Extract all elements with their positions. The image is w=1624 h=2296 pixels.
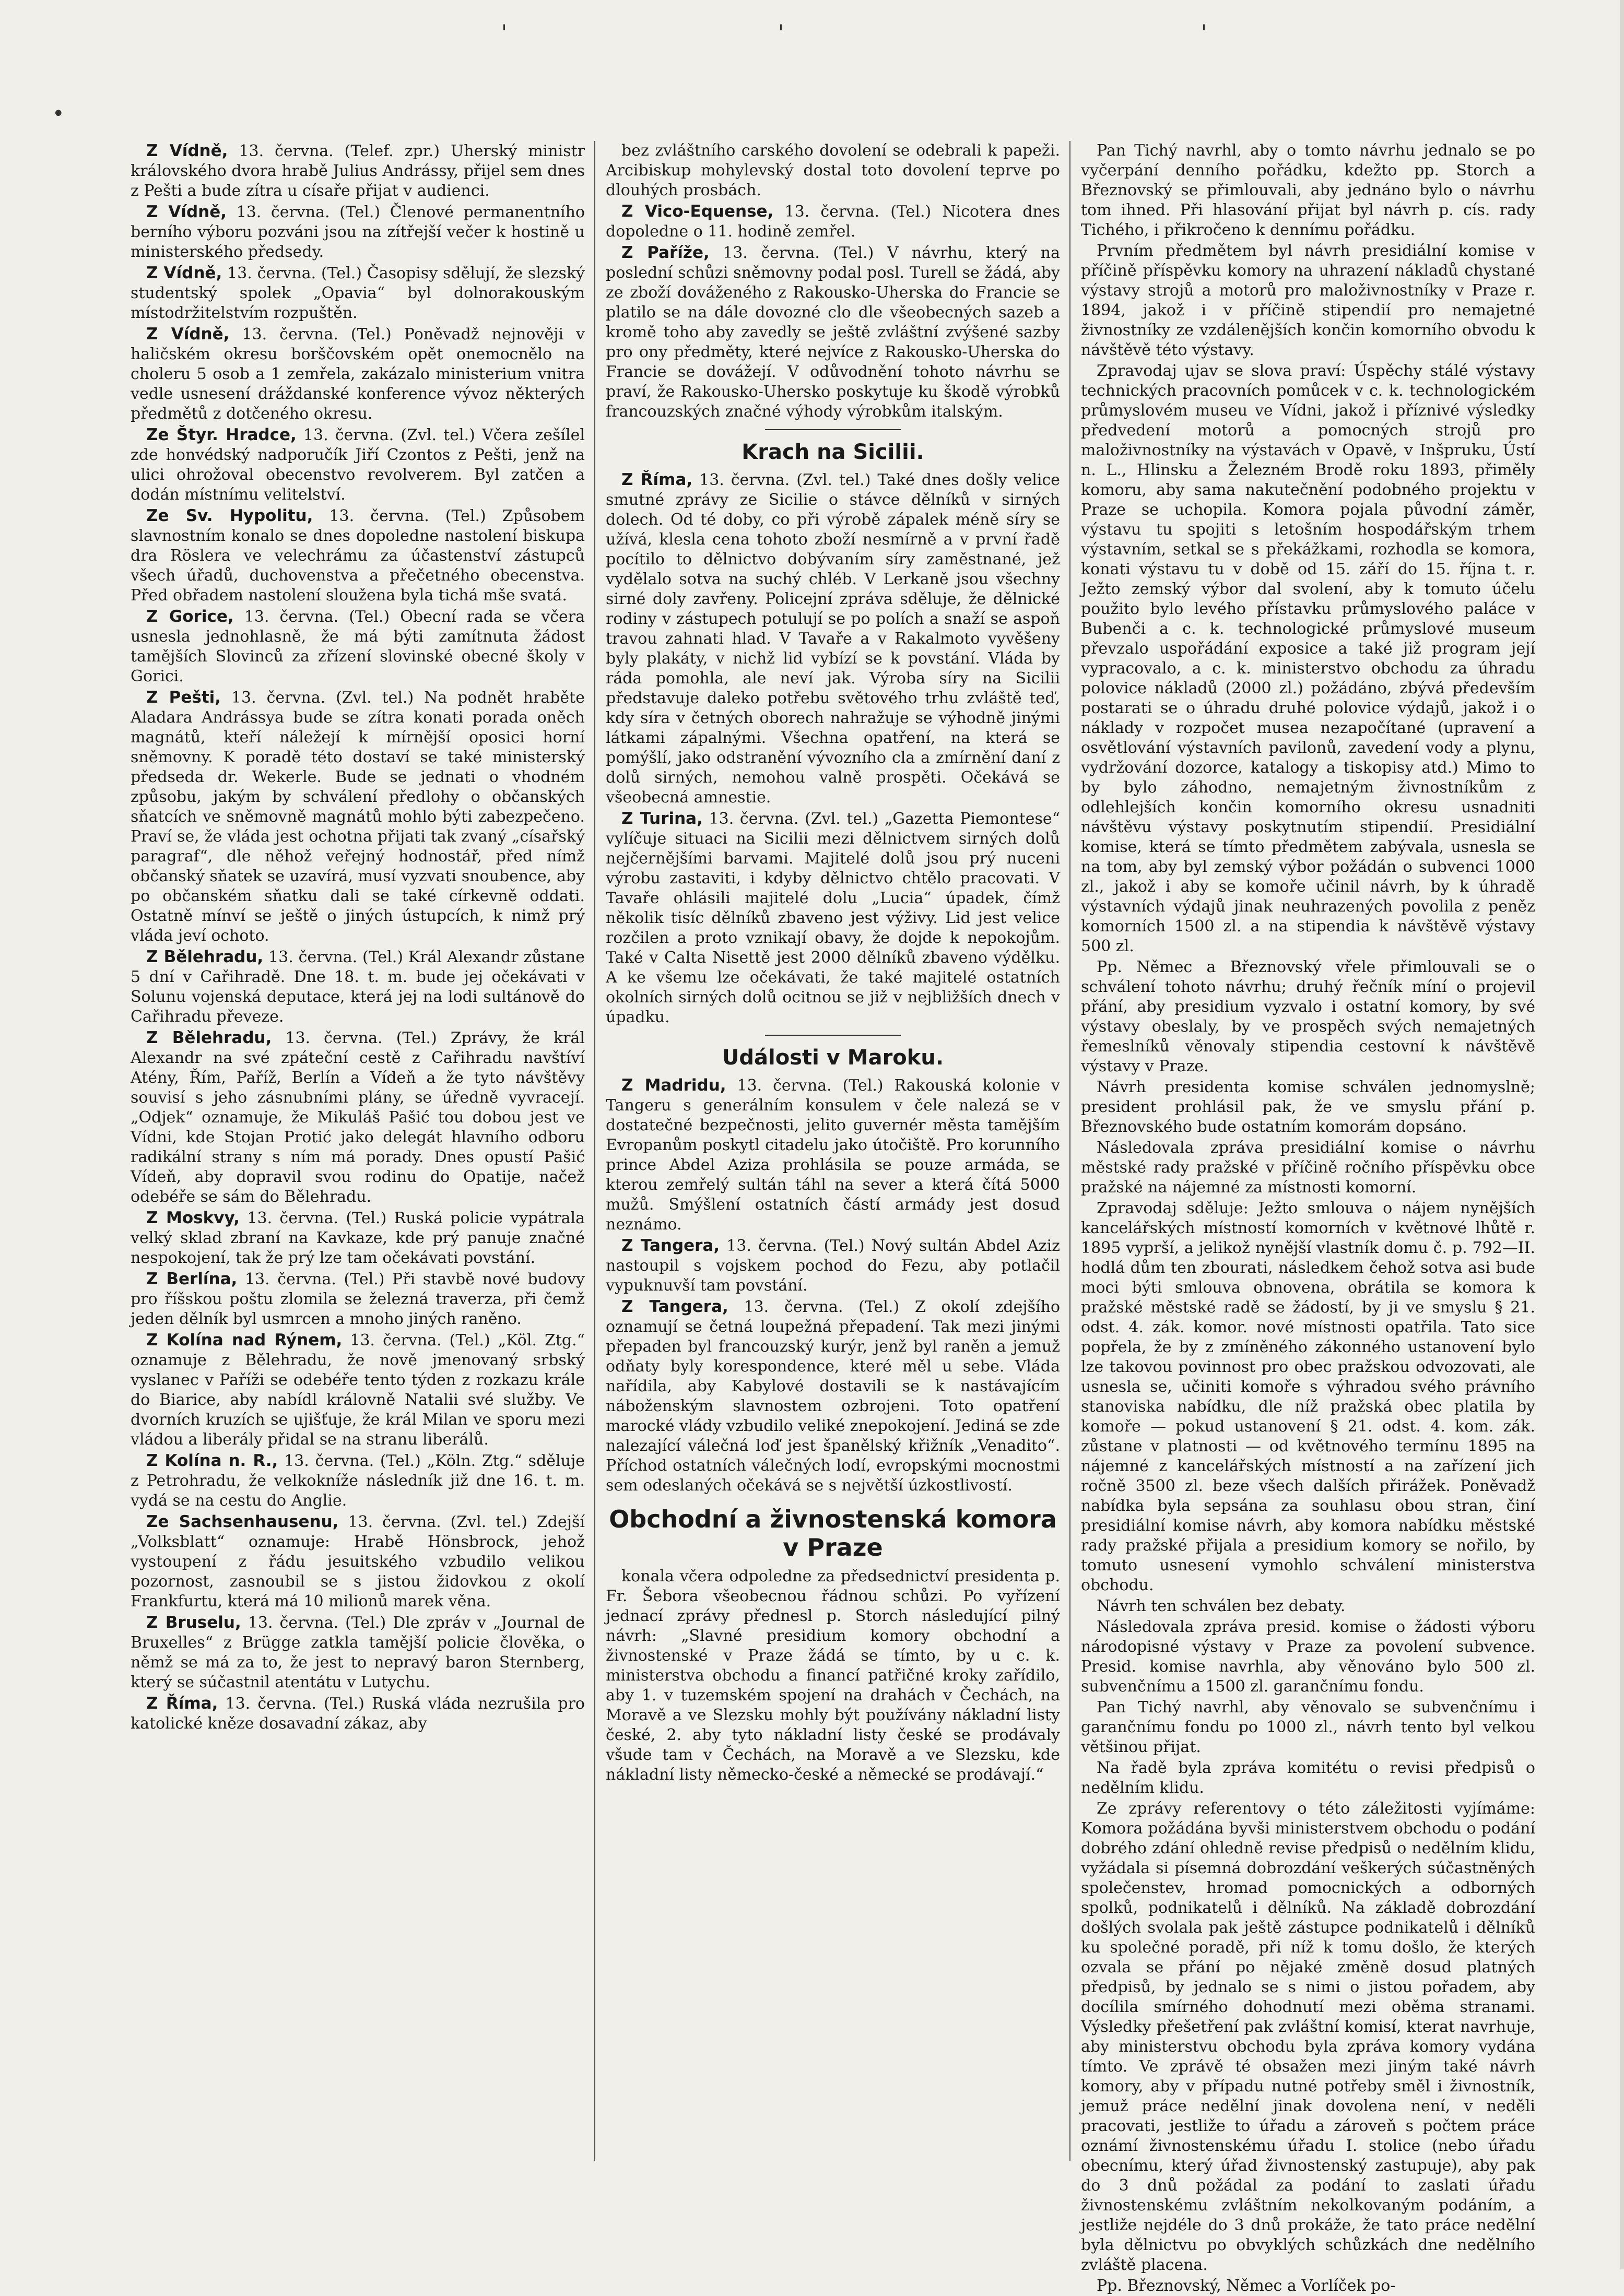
- dateline: Z Gorice,: [146, 607, 234, 626]
- news-paragraph: [606, 141, 1060, 200]
- news-paragraph: [1081, 1596, 1535, 1616]
- news-paragraph: [1081, 1698, 1535, 1757]
- dateline: Z Kolína n. R.,: [146, 1451, 278, 1470]
- news-paragraph: [606, 1075, 1060, 1235]
- news-paragraph: [606, 1236, 1060, 1296]
- paragraph-text: 13. června. (Tel.) „Köl. Ztg.“ oznamuje z Bělehradu, že nově jmenovaný srbský vyslanec v Paříži se odebéře tento týden z rozkazu krále do Biarice, aby nabídl královně Natalii své služby. Ve dvorních kruzích se ujišťuje, že král Milan ve sporu mezi vládou a liberály přidal se na stranu liberálů.: [131, 1331, 585, 1449]
- paragraph-text: Zpravodaj ujav se slova praví: Úspěchy stálé výstavy technických pracovních pomůcek v c. k. technologickém průmyslovém museu ve Vídni, jakož i příznivé výsledky předvedení motorů a pomocných strojů pro maloživnostníky na výstavách v Opavě, v Inšpruku, Ústí n. L., Hlinsku a Železném Brodě roku 1893, přiměly komoru, aby sama nakutečnění podobného projektu v Praze se uchopila. Komora pojala původní záměr, výstavu tu spojiti s letošním hospodářským trhem výstavním, setkal se s překážkami, rozhodla se komora, konati výstavu tu v době od 15. září do 15. října t. r. Ježto zemský výbor dal svolení, aby k tomuto účelu použito bylo levého přístavku průmyslového paláce v Bubenči a c. k. technologické průmyslové museum převzalo uspořádání exposice a také již program její vypracovalo, a c. k. ministerstvo obchodu za úhradu polovice nákladů (2000 zl.) požádáno, zbývá především postarati se o úhradu druhé polovice výdajů, jakož i o náklady v rozpočet musea nezapočítané (upravení a osvětlování výstavních pavilonů, zavedení vody a plynu, vydržování dozorce, katalogy a tiskopisy atd.) Mimo to by bylo záhodno, nemajetným živnostníkům z odlehlejších končin komorního okresu usnadniti návštěvu výstavy poskytnutím stipendií. Presidiální komise, která se tímto předmětem zabývala, usnesla se na tom, aby byl zemský výbor požádán o subvenci 1000 zl., jakož i aby se komoře učinil návrh, by k úhradě výstavních výdajů jinak neuhrazených povolila z peněz komorních 1500 zl. a na stipendia k návštěvě výstavy 500 zl.: [1081, 362, 1535, 955]
- dateline: Z Kolína nad Rýnem,: [146, 1331, 343, 1350]
- paragraph-text: 13. června. (Tel.) Poněvadž nejnověji v haličském okresu borščovském opět onemocnělo na choleru 5 osob a 1 zemřela, zakázalo ministerium vnitra vedle usnesení dráždanské konference vývoz některých předmětů z dotčeného okresu.: [131, 325, 585, 423]
- dateline: Z Bruselu,: [146, 1613, 241, 1632]
- news-paragraph: [1081, 1199, 1535, 1595]
- news-paragraph: [131, 1694, 585, 1734]
- dateline: Z Tangera,: [621, 1297, 728, 1316]
- margin-tick: ': [1201, 21, 1207, 45]
- paragraph-text: 13. června. (Tel.) Dle zpráv v „Journal de Bruxelles“ z Brügge zatkla tamější policie člověka, o němž se má za to, že jest to nepravý baron Sternberg, který se súčastnil atentátu v Lutychu.: [131, 1614, 585, 1691]
- news-paragraph: [131, 425, 585, 505]
- news-paragraph: [606, 1567, 1060, 1785]
- paragraph-text: Prvním předmětem byl návrh presidiální komise v příčině příspěvku komory na uhrazení nákladů chystané výstavy strojů a motorů pro maloživnostníky v Praze r. 1894, jakož i v příčině stipendií pro nemajetné živnostníky ze vzdálenějších končin komorního obvodu k návštěvě této výstavy.: [1081, 242, 1535, 359]
- paragraph-text: bez zvláštního carského dovolení se odebrali k papeži. Arcibiskup mohylevský dostal toto dovolení teprve po dlouhých prosbách.: [606, 141, 1060, 199]
- news-paragraph: [1081, 1617, 1535, 1697]
- margin-tick: ': [501, 21, 507, 45]
- newspaper-page: [131, 141, 1551, 2295]
- paragraph-text: 13. června. (Tel.) Z okolí zdejšího oznamují se četná loupežná přepadení. Tak mezi jinými přepaden byl francouzský kurýr, jenž byl raněn a jemuž odňaty byly korespondence, které měl u sebe. Vláda nařídila, aby Kabylové dostavili se k nastávajícím náboženským slavnostem ozbrojeni. Toto opatření marocké vlády vzbudilo veliké znepokojení. Jediná se zde nalezající válečná loď jest španělský křižník „Venadito“. Příchod ostatních válečných lodí, evropskými mocnostmi sem odeslaných očekává se s největší úzkostlivostí.: [606, 1298, 1061, 1495]
- column-1: [131, 141, 585, 2161]
- news-paragraph: [131, 1208, 585, 1268]
- news-paragraph: [131, 506, 585, 606]
- dateline: Z Tangera,: [621, 1236, 720, 1255]
- news-paragraph: [606, 470, 1060, 808]
- paragraph-text: Pp. Němec a Březnovský vřele přimlouvali se o schválení tohoto návrhu; druhý řečník míní o projevil přání, aby presidium vyzvalo i ostatní komory, by své výstavy obeslaly, by ve prospěch svých nemajetných řemeslníků věnovaly stipendia cestovní k návštěvě výstavy v Praze.: [1081, 958, 1535, 1075]
- dateline: Ze Sv. Hypolitu,: [146, 506, 313, 525]
- dateline: Ze Štyr. Hradce,: [146, 425, 297, 444]
- news-paragraph: [131, 1512, 585, 1612]
- dateline: Ze Sachsenhausenu,: [146, 1512, 339, 1531]
- dateline: Z Bělehradu,: [146, 948, 264, 966]
- dateline: Z Vídně,: [146, 141, 228, 160]
- dateline: Z Říma,: [146, 1694, 218, 1713]
- section-heading-chamber-line1: Obchodní a živnostenská komora: [609, 1505, 1057, 1533]
- paragraph-text: 13. června. (Tel.) Král Alexandr zůstane 5 dní v Cařihradě. Dne 18. t. m. bude jej očekávati v Solunu vojenská deputace, která jej na lodi sultánově do Cařihradu převeze.: [131, 948, 585, 1026]
- news-paragraph: [131, 324, 585, 424]
- paragraph-text: 13. června. (Zvl. tel.) Včera zešílel zde honvédský nadporučík Jiří Czontos z Pešti, jenž na ulici ohrožoval obecenstvo revolverem. Byl zatčen a dodán místnímu velitelství.: [131, 426, 585, 504]
- paragraph-text: 13. června. (Tel.) Způsobem slavnostním konalo se dnes dopoledne nastolení biskupa dra Röslera ve velechrámu za účastenství zástupců všech úřadů, duchovenstva a přečetného obecenstva. Před obřadem nastolení sloužena byla tichá mše svatá.: [131, 507, 585, 605]
- dateline: Z Vídně,: [146, 325, 230, 344]
- dateline: Z Pešti,: [146, 688, 221, 707]
- section-heading-chamber: [606, 1505, 1060, 1561]
- news-paragraph: [606, 202, 1060, 242]
- news-paragraph: [1081, 2276, 1535, 2296]
- news-paragraph: [131, 688, 585, 946]
- section-heading-sicily: Krach na Sicilii.: [742, 440, 924, 464]
- news-paragraph: [131, 1028, 585, 1207]
- news-paragraph: [1081, 361, 1535, 956]
- column-3: [1081, 141, 1535, 2295]
- paragraph-text: 13. června. (Zvl. tel.) Také dnes došly velice smutné zprávy ze Sicilie o stávce dělníků v sirných dolech. Od té doby, co při výrobě zápalek méně síry se užívá, klesla cena tohoto zboží nesmírně a v první řadě pocítilo to dělnictvo dobývaním síry zaměstnané, jež vydělalo sotva na suchý chléb. V Lerkaně jsou všechny sirné doly zavřeny. Policejní zpráva sděluje, že dělnické rodiny v zástupech potulují se po polích a snaží se aspoň travou zahnati hlad. V Tavaře a v Rakalmoto vyvěšeny byly plakáty, v nichž lid vybízí se k povstání. Vláda by ráda pomohla, ale neví jak. Výroba síry na Sicilii představuje daleko potřebu světového trhu zvláště teď, kdy síra v četných oborech nahražuje se výhodně jinými látkami zápalnými. Všechna opatření, na která se pomýšlí, jako odstranění vývozního cla a zmírnění daní z dolů sirných, nemohou valně prospěti. Očekává se všeobecná amnestie.: [606, 471, 1061, 807]
- news-paragraph: [131, 947, 585, 1027]
- news-paragraph: [131, 1330, 585, 1450]
- dateline: Z Turina,: [621, 809, 703, 828]
- section-heading-chamber-line2: v Praze: [783, 1533, 883, 1561]
- news-paragraph: [131, 1451, 585, 1511]
- column-rule: [594, 141, 595, 2161]
- paragraph-text: 13. června. (Zvl. tel.) Zdejší „Volksblatt“ oznamuje: Hrabě Hönsbrock, jehož vystoupení z řádu jesuitského vzbudilo velikou pozornost, zasnoubil se s jistou židovkou z okolí Frankfurtu, která má 10 milionů marek věna.: [131, 1513, 585, 1611]
- paragraph-text: Návrh presidenta komise schválen jednomyslně; president prohlásil pak, že ve smyslu přání p. Březnovského bude ostatním komorám dopsáno.: [1081, 1078, 1535, 1136]
- column-2: [606, 141, 1060, 2161]
- news-paragraph: [1081, 1799, 1535, 2275]
- paragraph-text: Následovala zpráva presid. komise o žádosti výboru národopisné výstavy v Praze za povolení subvence. Presid. komise navrhla, aby věnováno bylo 500 zl. subvenčnímu a 1500 zl. garančnímu fondu.: [1081, 1618, 1535, 1696]
- paragraph-text: 13. června. (Tel.) Nový sultán Abdel Aziz nastoupil s vojskem pochod do Fezu, aby potlačil vypuknuvší tam povstání.: [606, 1237, 1060, 1295]
- paragraph-text: 13. června. (Tel.) „Köln. Ztg.“ sděluje z Petrohradu, že velkokníže následník již dne 16. t. m. vydá se na cestu do Anglie.: [131, 1452, 585, 1510]
- news-paragraph: [1081, 957, 1535, 1076]
- news-paragraph: [131, 1269, 585, 1329]
- news-paragraph: [606, 809, 1060, 1027]
- dateline: Z Madridu,: [621, 1076, 726, 1095]
- news-paragraph: [606, 1297, 1060, 1496]
- dateline: Z Moskvy,: [146, 1209, 240, 1227]
- news-paragraph: [1081, 1138, 1535, 1198]
- dateline: Z Říma,: [621, 470, 693, 489]
- paragraph-text: Pp. Březnovský, Němec a Vorlíček po-: [1097, 2277, 1396, 2295]
- paragraph-text: 13. června. (Tel.) Ruská vláda nezrušila pro katolické kněze dosavadní zákaz, aby: [131, 1695, 585, 1733]
- paragraph-text: 13. června. (Tel.) Nicotera dnes dopoledne o 11. hodině zemřel.: [606, 203, 1060, 241]
- section-divider: [765, 429, 901, 430]
- news-paragraph: [131, 202, 585, 262]
- dateline: Z Paříže,: [621, 243, 710, 262]
- news-paragraph: [606, 243, 1060, 422]
- news-paragraph: [131, 263, 585, 323]
- news-paragraph: [131, 141, 585, 201]
- dateline: Z Vico-Equense,: [621, 202, 774, 221]
- paragraph-text: 13. června. (Tel.) V návrhu, který na poslední schůzi sněmovny podal posl. Turell se žádá, aby ze zboží dováženého z Rakousko-Uherska do Francie se platilo se na dále dovozné clo dle všeobecných sazeb a kromě toho aby zavedly se ještě zvláštní zvýšené sazby pro ony předměty, které nejvíce z Rakousko-Uherska do Francie se dovážejí. V odůvodnění tohoto návrhu se praví, že Rakousko-Uhersko poskytuje ku škodě výrobků francouzských značné výhody výrobkům italským.: [606, 244, 1060, 421]
- paragraph-text: 13. června. (Tel.) Rakouská kolonie v Tangeru s generálním konsulem v čele nalezá se v dostatečné bezpečnosti, jelito guvernér města tamějším Evropanům poskytl citadelu jako útočiště. Pro korunního prince Abdel Aziza prohlásila se pouze armáda, se kterou zemřelý sultán táhl na sever a která čítá 5000 mužů. Smýšlení ostatních částí armády jest dosud neznámo.: [606, 1076, 1060, 1234]
- news-paragraph: [131, 607, 585, 687]
- paragraph-text: Zpravodaj sděluje: Ježto smlouva o nájem nynějších kancelářských místností komorních v květnové lhůtě r. 1895 vyprší, a jelikož nynější vlastník domu č. p. 792—II. hodlá dům ten zbourati, následkem čehož sotva asi bude moci býti smlouva obnovena, obrátila se komora k pražské městské radě se žádostí, by ji ve smyslu § 21. odst. 4. zák. komor. nové místnosti opatřila. Tato sice popřela, že by z zmíněného zákonného ustanovení bylo lze takovou povinnost pro obec pražskou odvozovati, ale usnesla se, učiniti komoře s výhradou svého právního stanoviska nabídku, dle níž pražská obec platila by komoře — pokud ustanovení § 21. odst. 4. kom. zák. zůstane v platnosti — od květnového termínu 1895 na nájemné z kancelářských místností a na zařízení jich ročně 3500 zl. beze všech dalších přirážek. Poněvadž nabídka byla sepsána za souhlasu obou stran, činí presidiální komise návrh, aby komora nabídku městské rady pražské přijala a presidium komory se nořilo, by tomuto usnesení vymohlo schválení ministerstva obchodu.: [1081, 1199, 1535, 1594]
- column-rule: [1069, 141, 1070, 2161]
- margin-tick: ': [778, 21, 784, 45]
- paragraph-text: 13. června. (Tel.) Ruská policie vypátrala velký sklad zbraní na Kavkaze, kde prý panuje značné nespokojení, tak že prý lze tam očekávati povstání.: [131, 1209, 585, 1267]
- dateline: Z Bělehradu,: [146, 1028, 272, 1047]
- news-paragraph: [1081, 141, 1535, 240]
- news-paragraph: [1081, 241, 1535, 360]
- paragraph-text: Ze zprávy referentovy o této záležitosti vyjímáme: Komora požádána byvši ministerstvem obchodu o podání dobrého zdání ohledně revise předpisů o nedělním klidu, vyžádala si písemná dobrozdání veškerých súčastněných společenstev, hromad pomocnických a odborných spolků, podnikatelů i dělníků. Na základě dobrozdání došlých svolala pak ještě zástupce podnikatelů i dělníků ku společné poradě, při níž k tomu došlo, že kterých ozvala se přání po nějaké změně dosud platných předpisů, by jednalo se s nimi o jistou pořadem, aby docílila smírného dohodnutí mezi oběma stranami. Výsledky přešetření pak zvláštní komisí, kterat navrhuje, aby ministerstvu obchodu byla zpráva komory vydána tímto. Ve zprávě té obsažen mezi jiným také návrh komory, aby v případu nutné potřeby směl i živnostník, jemuž práce nedělní jinak dovolena není, v neděli pracovati, jestliže to úřadu a zároveň s počtem práce oznámí živnostenskému úřadu I. stolice (nebo úřadu obecnímu, který úřad živnostenský zastupuje), aby pak do 3 dnů požádal za podání to zaslati úřadu živnostenskému zvláštním nekolkovaným podáním, a jestliže nejdéle do 3 dnů prokáže, že tato práce nedělní byla dělnictvu po obvyklých schůzkách dne nedělního zvláště placena.: [1081, 1800, 1535, 2274]
- dateline: Z Vídně,: [146, 203, 227, 221]
- section-heading-morocco: Události v Maroku.: [722, 1046, 944, 1070]
- paragraph-text: Na řadě byla zpráva komitétu o revisi předpisů o nedělním klidu.: [1081, 1759, 1535, 1797]
- paragraph-text: Následovala zpráva presidiální komise o návrhu městské rady pražské v příčině ročního příspěvku obce pražské na nájemné za místnosti komorní.: [1081, 1139, 1535, 1197]
- paragraph-text: 13. června. (Tel.) Obecní rada se včera usnesla jednohlasně, že má býti zamítnuta žádost tamějších Slovinců za zřízení slovinské obecné školy v Gorici.: [131, 608, 585, 685]
- news-paragraph: [1081, 1758, 1535, 1798]
- paragraph-text: Pan Tichý navrhl, aby o tomto návrhu jednalo se po vyčerpání denního pořádku, kdežto pp. Storch a Březnovský se přimlouvali, aby jednáno bylo o návrhu tom ihned. Při hlasování přijat byl návrh p. cís. rady Tichého, i přikročeno k dennímu pořádku.: [1081, 141, 1535, 239]
- paragraph-text: 13. června. (Tel.) Časopisy sdělují, že slezský studentský spolek „Opavia“ byl dolnorakouským místodržitelstvím rozpuštěn.: [131, 264, 585, 322]
- paragraph-text: 13. června. (Tel.) Zprávy, že král Alexandr na své zpáteční cestě z Cařihradu navštíví Atény, Řím, Paříž, Berlín a Vídeň a že tyto návštěvy souvisí s jeho zásnubními plány, se úředně vyvracejí. „Odjek“ oznamuje, že Mikuláš Pašić tou dobou jest ve Vídni, kde Stojan Protić jako delegát hlavního odboru radikální strany s ním má porady. Dnes opustí Pašić Vídeň, aby dopravil svou rodinu do Opatije, načež odebéře se sám do Bělehradu.: [131, 1029, 585, 1206]
- paragraph-text: 13. června. (Telef. zpr.) Uherský ministr královského dvora hrabě Julius Andrássy, přijel sem dnes z Pešti a bude zítra u císaře přijat v audienci.: [131, 142, 585, 200]
- paragraph-text: 13. června. (Zvl. tel.) „Gazetta Piemontese“ vylíčuje situaci na Sicilii mezi dělnictvem sirných dolů nejčernějšími barvami. Majitelé dolů jsou prý nuceni výrobu zastaviti, i kdyby dělnictvo chtělo pracovati. V Tavaře ohlásili majitelé dolu „Lucia“ úpadek, čímž několik tisíc dělníků zbaveno jest výživy. Lid jest velice rozčilen a proto vznikají obavy, že dojde k nepokojům. Také v Calta Nisettě jest 2000 dělníků zbaveno výdělku. A ke všemu lze očekávati, že také majitelé ostatních okolních sirných dolů ocitnou se již v nejbližších dnech v úpadku.: [606, 810, 1060, 1026]
- paragraph-text: konala včera odpoledne za předsednictví presidenta p. Fr. Šebora všeobecnou řádnou schůzi. Po vyřízení jednací zprávy přednesl p. Storch následující pilný návrh: „Slavné presidium komory obchodní a živnostenské v Praze žádá se tímto, by u c. k. ministerstva obchodu a financí patřičné kroky zařídilo, aby 1. v tuzemském spojení na drahách v Čechách, na Moravě a ve Slezsku mohly být používány nákladní listy české, 2. aby tyto nákladní listy české se prodávaly všude tam v Čechách, na Moravě a ve Slezsku, kde nákladní listy německo-české a německé se prodávají.“: [606, 1567, 1060, 1784]
- section-divider: [765, 1035, 901, 1036]
- paragraph-text: 13. června. (Zvl. tel.) Na podnět hraběte Aladara Andrássya bude se zítra konati porada oněch magnátů, kteří náležejí k mírnější oposici horní sněmovny. K poradě této dostaví se také ministerský předseda dr. Wekerle. Bude se jednati o vhodném způsobu, jakým by schválení předlohy o občanských sňatcích ve sněmovně magnátů mohlo býti zabezpečeno. Praví se, že vláda jest ochotna přijati tak zvaný „císařský paragraf“, dle něhož veřejný hodnostář, před nímž občanský sňatek se uzavírá, musí vyzvati snoubence, aby po občanském sňatku dali se také církevně oddati. Ostatně mínví se ještě o jiných ústupcích, k nimž prý vláda jeví ochoto.: [131, 689, 585, 945]
- margin-dot: •: [52, 102, 65, 126]
- news-paragraph: [131, 1613, 585, 1693]
- paragraph-text: Návrh ten schválen bez debaty.: [1097, 1597, 1346, 1615]
- news-paragraph: [1081, 1078, 1535, 1137]
- dateline: Z Vídně,: [146, 264, 222, 282]
- dateline: Z Berlína,: [146, 1270, 238, 1288]
- page-edge-shadow: [1620, 0, 1624, 2269]
- paragraph-text: 13. června. (Tel.) Při stavbě nové budovy pro říšskou poštu zlomila se železná traverza, při čemž jeden dělník byl usmrcen a mnoho jiných raněno.: [131, 1270, 585, 1328]
- paragraph-text: 13. června. (Tel.) Členové permanentního berního výboru pozváni jsou na zítřejší večer k hostině u ministerského předsedy.: [131, 203, 585, 261]
- paragraph-text: Pan Tichý navrhl, aby věnovalo se subvenčnímu i garančnímu fondu po 1000 zl., návrh tento byl velkou většinou přijat.: [1081, 1698, 1535, 1756]
